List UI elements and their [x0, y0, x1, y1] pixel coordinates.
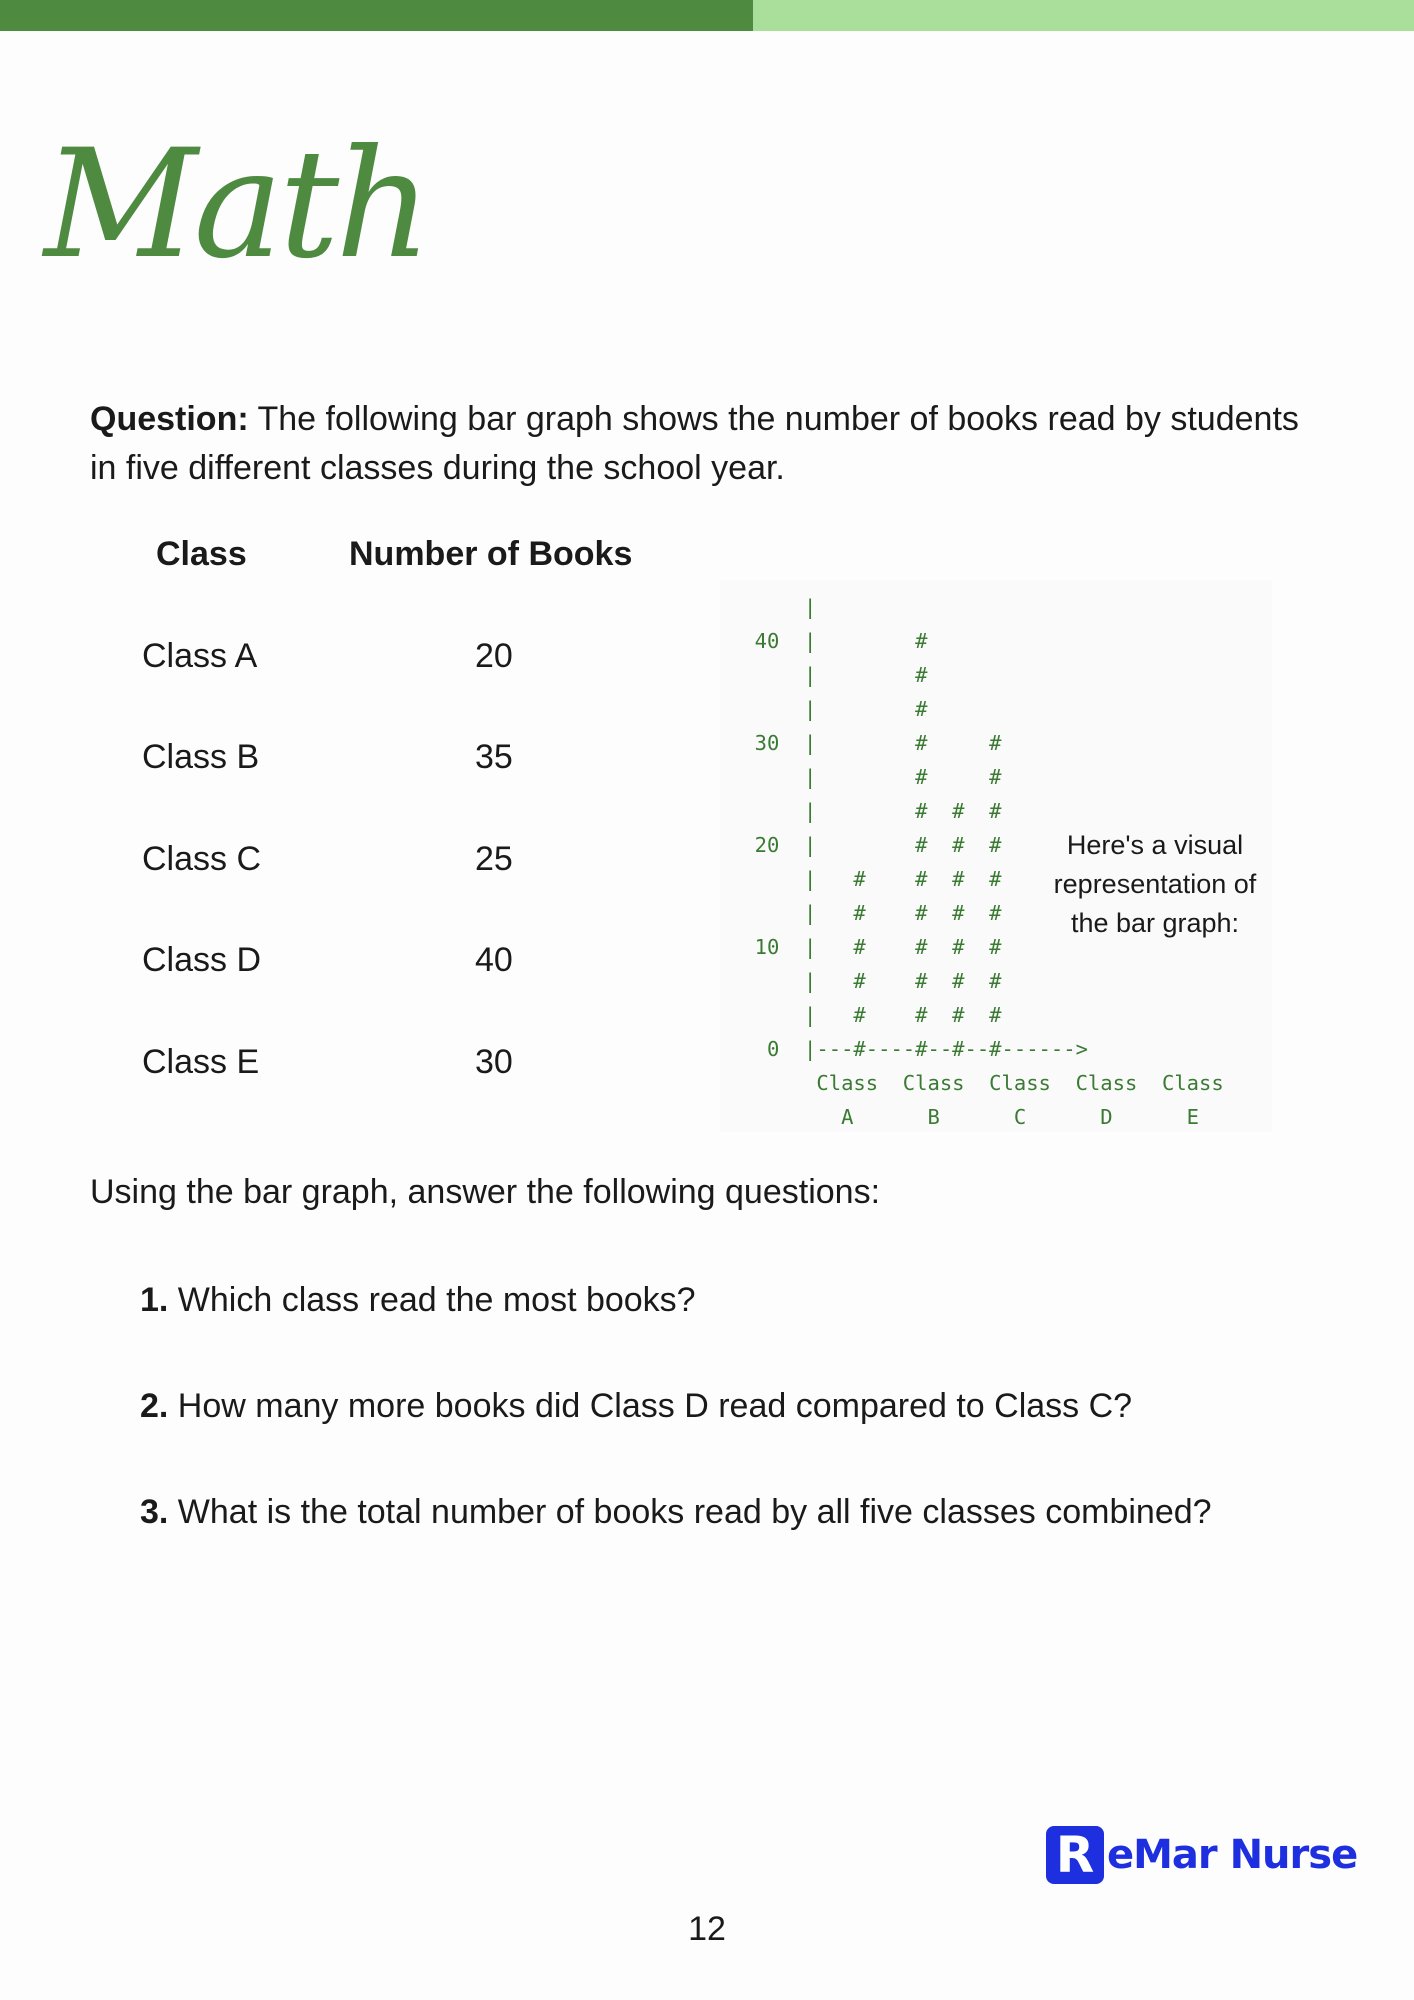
- table-cell-class: Class C: [142, 840, 262, 878]
- top-accent-bar-dark: [0, 0, 753, 31]
- table-row: [90, 941, 690, 991]
- table-cell-class: Class E: [142, 1043, 260, 1081]
- question-item: [140, 1490, 1212, 1534]
- question-number: 1.: [140, 1281, 169, 1319]
- question-item-text: What is the total number of books read by all five classes combined?: [168, 1493, 1212, 1531]
- table-row: [90, 637, 690, 687]
- graph-caption: Here's a visual representation of the bar graph:: [1053, 830, 1257, 938]
- logo-wordmark: eMar Nurse: [1107, 1832, 1358, 1878]
- top-accent-bar-light: [753, 0, 1414, 31]
- table-row: [90, 1043, 690, 1093]
- page-number: 12: [688, 1910, 726, 1948]
- question-label: Question:: [90, 400, 249, 438]
- table-cell-class: Class B: [142, 738, 260, 776]
- table-cell-class: Class D: [142, 941, 262, 979]
- table-cell-books: 30: [475, 1043, 513, 1081]
- question-paragraph: [90, 395, 1330, 493]
- table-header-class: Class: [156, 535, 247, 573]
- table-header-books: Number of Books: [349, 535, 633, 573]
- table-row: [90, 738, 690, 788]
- top-accent-bar: [0, 0, 1414, 31]
- question-number: 3.: [140, 1493, 169, 1531]
- question-item-text: How many more books did Class D read compared to Class C?: [168, 1387, 1133, 1425]
- table-row: [90, 840, 690, 890]
- page-title: Math: [44, 118, 428, 292]
- question-number: 2.: [140, 1387, 169, 1425]
- table-cell-class: Class A: [142, 637, 258, 675]
- question-text: The following bar graph shows the number of books read by students in five different classes during the school year.: [90, 400, 1299, 487]
- remar-nurse-logo: [1046, 1826, 1357, 1884]
- question-item: [140, 1278, 696, 1322]
- question-item: [140, 1384, 1132, 1428]
- logo-mark-icon: R: [1046, 1826, 1104, 1884]
- table-cell-books: 20: [475, 637, 513, 675]
- table-cell-books: 25: [475, 840, 513, 878]
- table-cell-books: 35: [475, 738, 513, 776]
- table-cell-books: 40: [475, 941, 513, 979]
- ascii-bar-graph-text: | 40 | # | # | # 30 | # # | # # | # # # 20 | # # # | # # # # | # # # # 10 | # # # # | # # # # | # # # # 0 |---#----#--#--#------> Class Class Class Class Class A B C D E: [754, 595, 1224, 1129]
- instructions: Using the bar graph, answer the following questions:: [90, 1173, 881, 1211]
- question-item-text: Which class read the most books?: [168, 1281, 696, 1319]
